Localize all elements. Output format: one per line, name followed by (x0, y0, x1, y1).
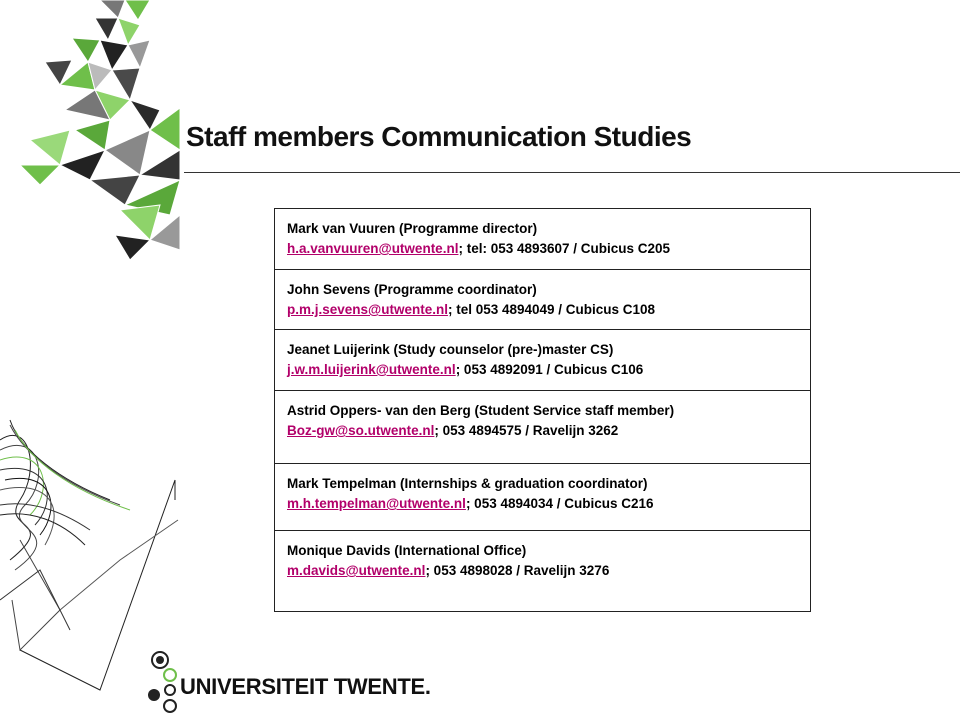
email-link[interactable]: j.w.m.luijerink@utwente.nl (287, 362, 456, 377)
staff-name-role: Jeanet Luijerink (Study counselor (pre-)master CS) (287, 342, 614, 357)
staff-details: ; 053 4892091 / Cubicus C106 (455, 362, 644, 377)
line-decoration (0, 420, 178, 690)
page-title: Staff members Communication Studies (186, 121, 692, 152)
staff-row (275, 464, 810, 531)
university-logo-text: UNIVERSITEIT TWENTE. (180, 674, 431, 699)
staff-details: ; tel 053 4894049 / Cubicus C108 (447, 302, 656, 317)
staff-table (274, 208, 811, 612)
staff-row (275, 209, 810, 270)
email-link[interactable]: p.m.j.sevens@utwente.nl (287, 302, 448, 317)
university-logo-emblem (148, 652, 176, 712)
staff-name-role: Mark van Vuuren (Programme director) (287, 221, 538, 236)
email-link[interactable]: m.h.tempelman@utwente.nl (287, 496, 466, 511)
staff-contact (287, 300, 798, 320)
staff-details: ; 053 4894034 / Cubicus C216 (465, 496, 654, 511)
email-link[interactable]: m.davids@utwente.nl (287, 563, 426, 578)
staff-name-role: Astrid Oppers- van den Berg (Student Service staff member) (287, 403, 675, 418)
staff-details: ; 053 4898028 / Ravelijn 3276 (425, 563, 610, 578)
email-link[interactable]: Boz-gw@so.utwente.nl (287, 423, 435, 438)
title-divider (184, 172, 960, 173)
staff-details: ; tel: 053 4893607 / Cubicus C205 (458, 241, 671, 256)
staff-contact (287, 360, 798, 380)
staff-contact (287, 494, 798, 514)
email-link[interactable]: h.a.vanvuuren@utwente.nl (287, 241, 459, 256)
staff-details: ; 053 4894575 / Ravelijn 3262 (434, 423, 619, 438)
staff-row (275, 270, 810, 330)
staff-contact (287, 421, 798, 441)
staff-row (275, 531, 810, 611)
staff-row (275, 391, 810, 464)
staff-name-role: John Sevens (Programme coordinator) (287, 282, 537, 297)
staff-contact (287, 239, 798, 259)
staff-name-role: Monique Davids (International Office) (287, 543, 527, 558)
staff-row (275, 330, 810, 391)
staff-name-role: Mark Tempelman (Internships & graduation coordinator) (287, 476, 648, 491)
staff-contact (287, 561, 798, 581)
crystal-decoration (20, 0, 180, 260)
